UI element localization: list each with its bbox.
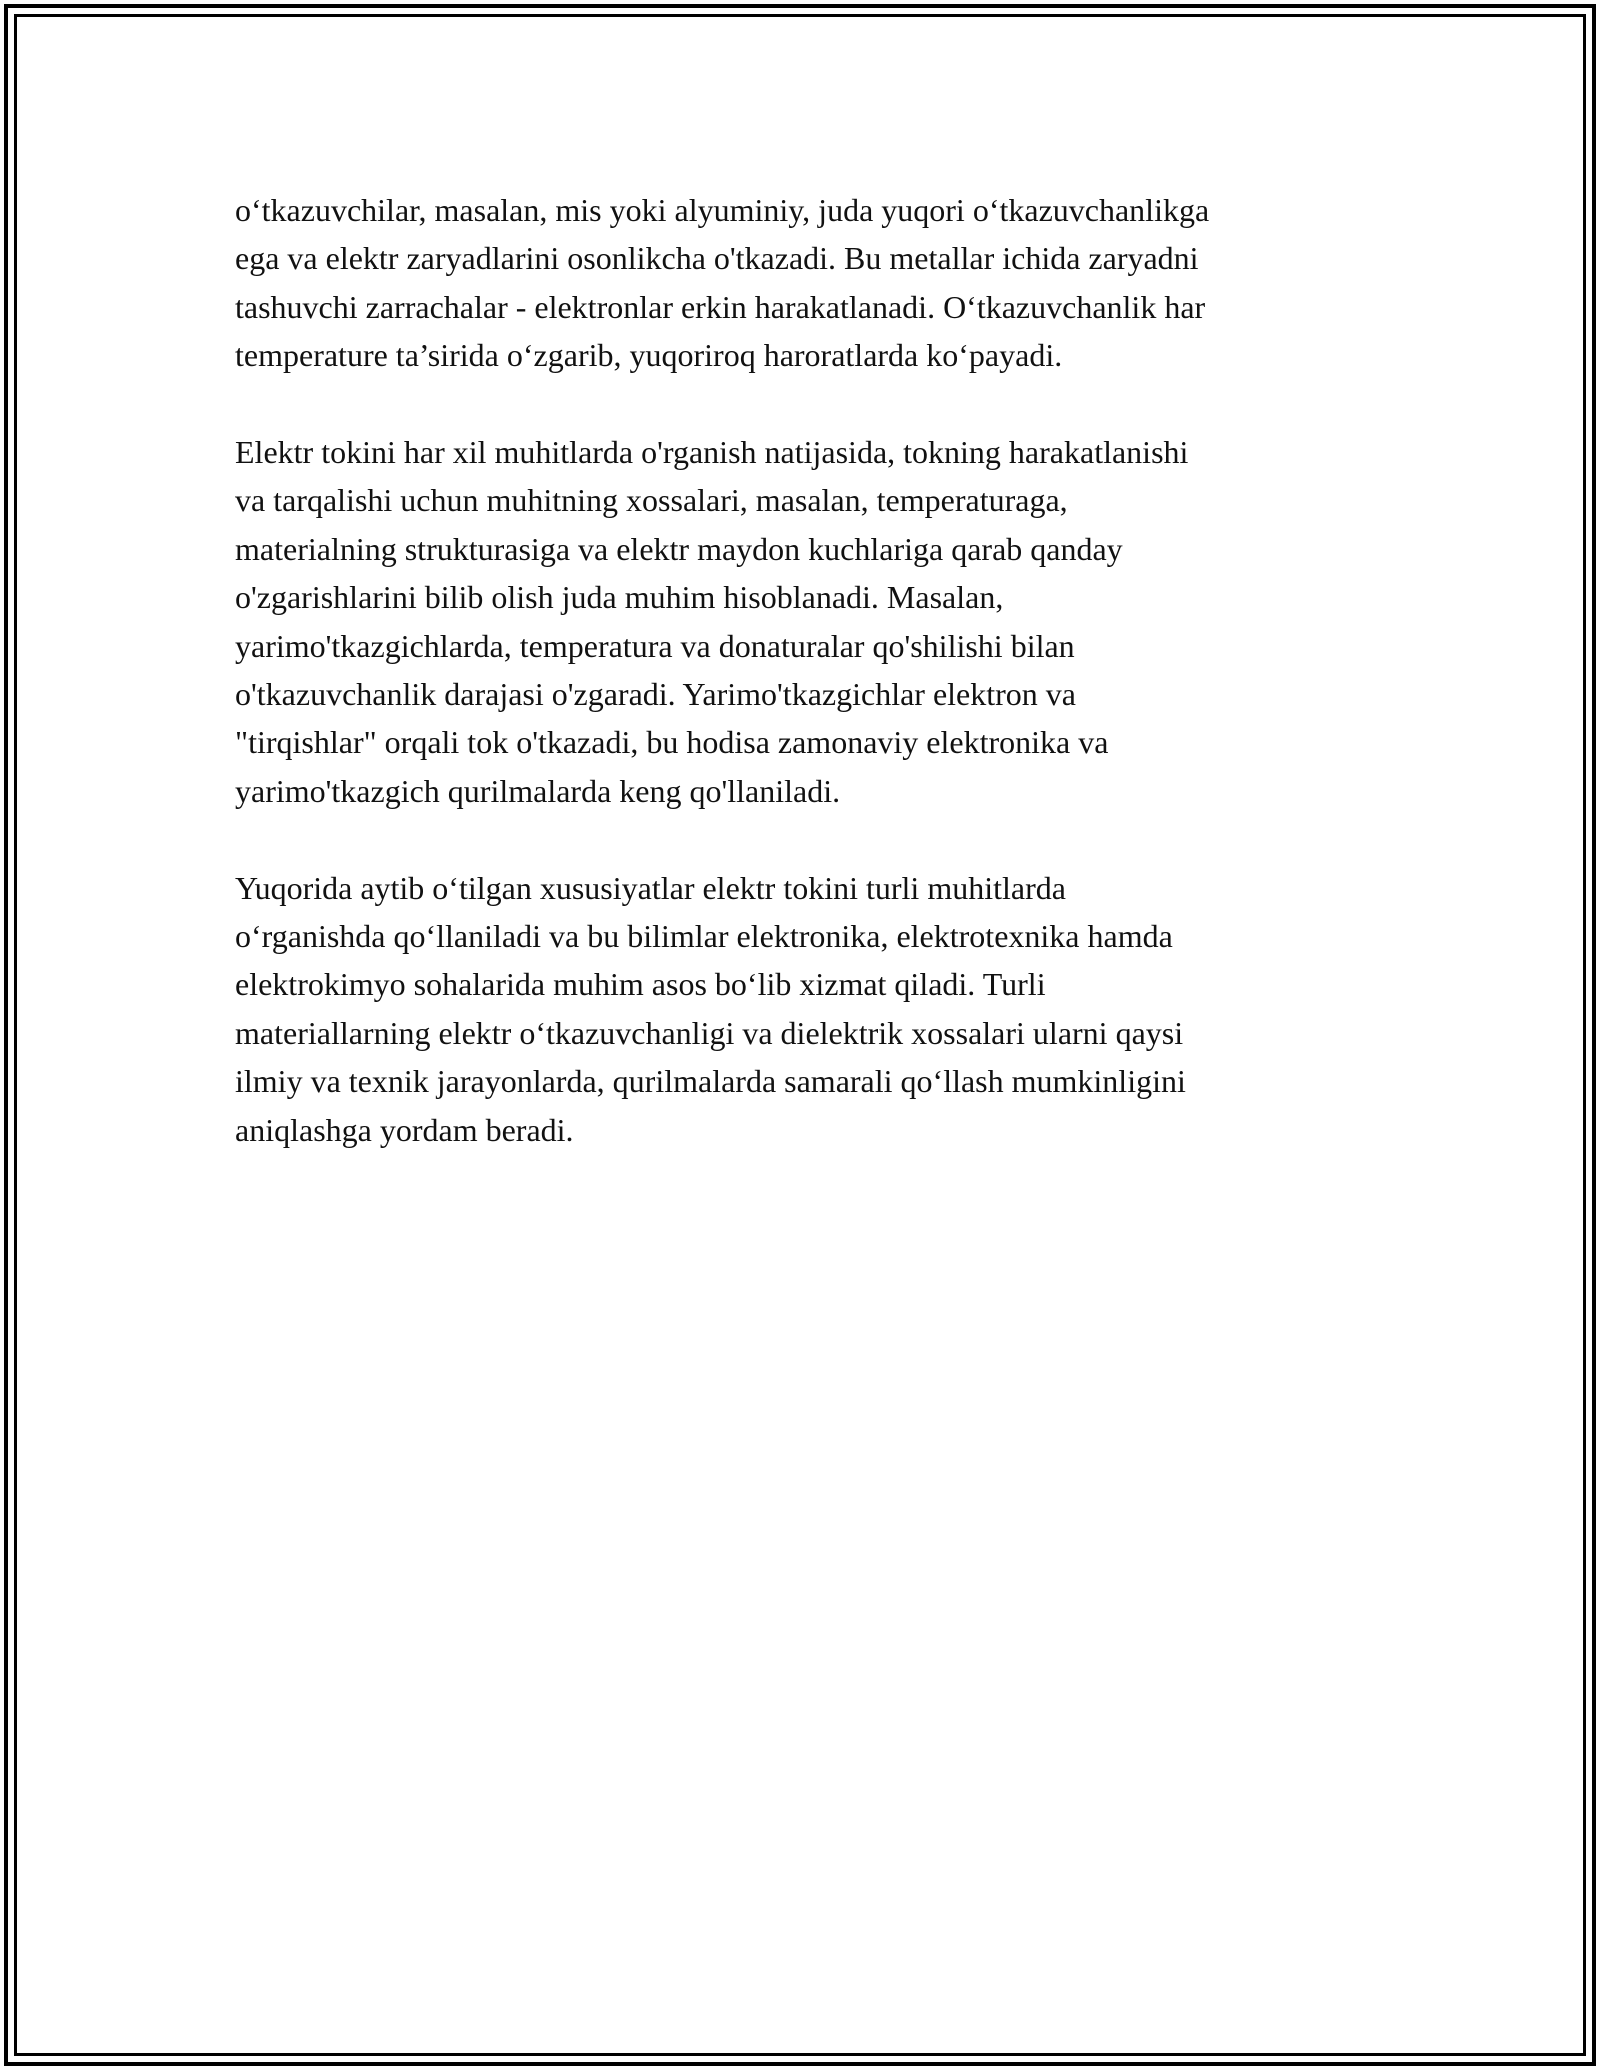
paragraph-2: Elektr tokini har xil muhitlarda o'rganish natijasida, tokning harakatlanishi va tarqalishi uchun muhitning xossalari, masalan, temperaturaga, materialning strukturasiga va elektr maydon kuchlariga qarab qanday o'zgarishlarini bilib olish juda muhim hisoblanadi. Masalan, yarimo'tkazgichlarda, temperatura va donaturalar qo'shilishi bilan o'tkazuvchanlik darajasi o'zgaradi. Yarimo'tkazgichlar elektron va "tirqishlar" orqali tok o'tkazadi, bu hodisa zamonaviy elektronika va yarimo'tkazgich qurilmalarda keng qo'llaniladi. <box>235 434 1189 809</box>
paragraph-1: o‘tkazuvchilar, masalan, mis yoki alyuminiy, juda yuqori o‘tkazuvchanlikga ega va elektr zaryadlarini osonlikcha o'tkazadi. Bu metallar ichida zaryadni tashuvchi zarrachalar - elektronlar erkin harakatlanadi. O‘tkazuvchanlik har temperature ta’sirida o‘zgarib, yuqoriroq haroratlarda ko‘payadi. <box>235 192 1210 374</box>
document-body <box>235 186 1375 1202</box>
paragraph-3: Yuqorida aytib o‘tilgan xususiyatlar elektr tokini turli muhitlarda o‘rganishda qo‘llaniladi va bu bilimlar elektronika, elektrotexnika hamda elektrokimyo sohalarida muhim asos bo‘lib xizmat qiladi. Turli materiallarning elektr o‘tkazuvchanligi va dielektrik xossalari ularni qaysi ilmiy va texnik jarayonlarda, qurilmalarda samarali qo‘llash mumkinligini aniqlashga yordam beradi. <box>235 869 1186 1148</box>
